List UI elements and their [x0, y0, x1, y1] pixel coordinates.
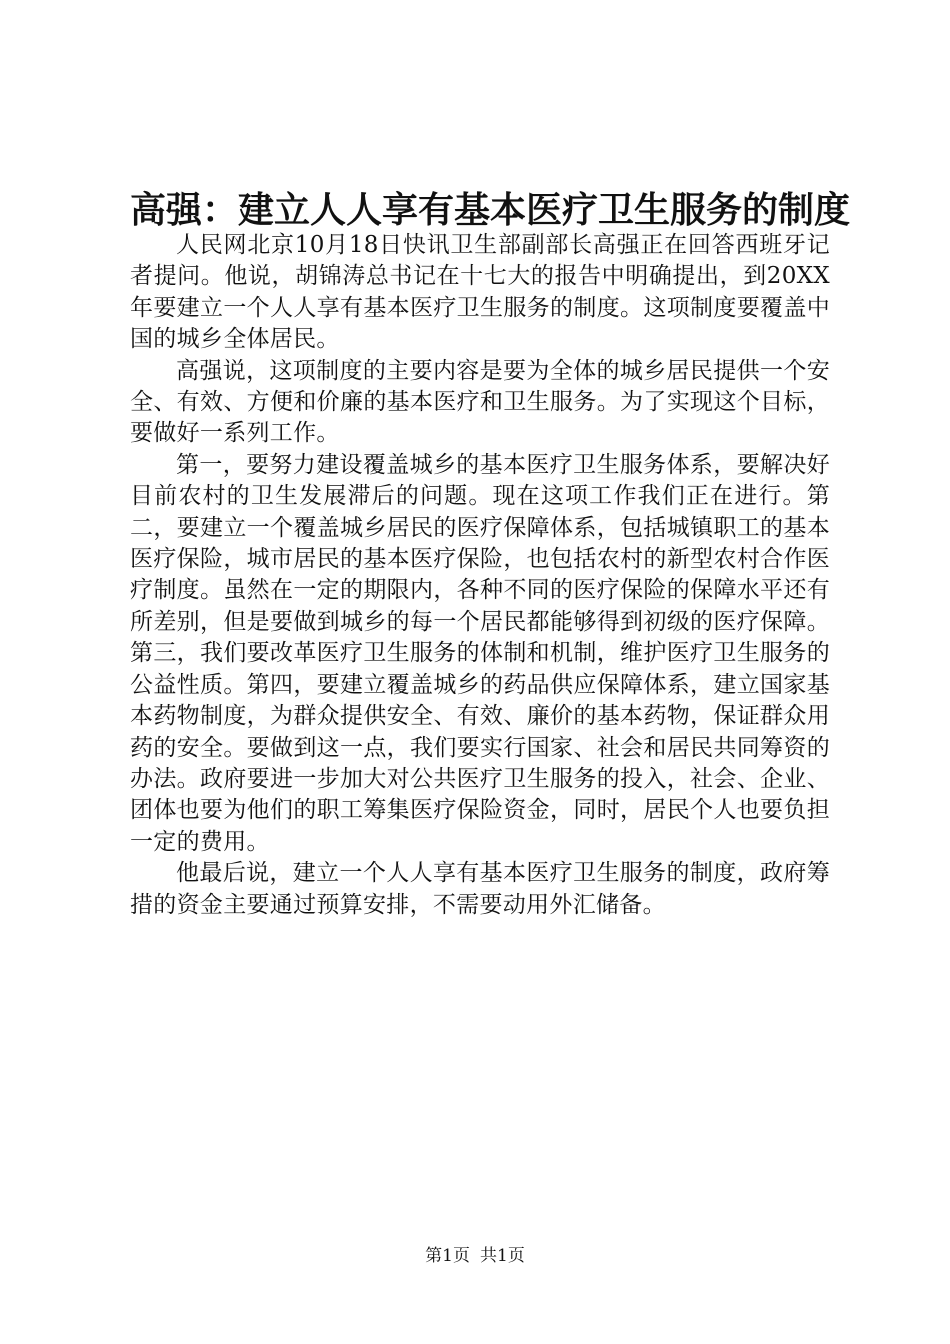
- paragraph-2: 高强说，这项制度的主要内容是要为全体的城乡居民提供一个安全、有效、方便和价廉的基本医疗和卫生服务。为了实现这个目标，要做好一系列工作。: [130, 357, 830, 447]
- document-title: 高强：建立人人享有基本医疗卫生服务的制度: [130, 189, 851, 231]
- page-footer: [0, 1245, 950, 1267]
- paragraph-4: 他最后说，建立一个人人享有基本医疗卫生服务的制度，政府筹措的资金主要通过预算安排，不需要动用外汇储备。: [130, 860, 830, 918]
- paragraph-3: 第一，要努力建设覆盖城乡的基本医疗卫生服务体系，要解决好目前农村的卫生发展滞后的问题。现在这项工作我们正在进行。第二，要建立一个覆盖城乡居民的医疗保障体系，包括城镇职工的基本医疗保险，城市居民的基本医疗保险，也包括农村的新型农村合作医疗制度。虽然在一定的期限内，各种不同的医疗保险的保障水平还有所差别，但是要做到城乡的每一个居民都能够得到初级的医疗保障。第三，我们要改革医疗卫生服务的体制和机制，维护医疗卫生服务的公益性质。第四，要建立覆盖城乡的药品供应保障体系，建立国家基本药物制度，为群众提供安全、有效、廉价的基本药物，保证群众用药的安全。要做到这一点，我们要实行国家、社会和居民共同筹资的办法。政府要进一步加大对公共医疗卫生服务的投入，社会、企业、团体也要为他们的职工筹集医疗保险资金，同时，居民个人也要负担一定的费用。: [130, 451, 830, 855]
- paragraph-1: 人民网北京10月18日快讯卫生部副部长高强正在回答西班牙记者提问。他说，胡锦涛总书记在十七大的报告中明确提出，到20XX年要建立一个人人享有基本医疗卫生服务的制度。这项制度要覆盖中国的城乡全体居民。: [130, 232, 830, 353]
- document-body: [130, 230, 830, 921]
- page-number: 第1页: [425, 1246, 470, 1266]
- page-total: 共1页: [480, 1246, 525, 1266]
